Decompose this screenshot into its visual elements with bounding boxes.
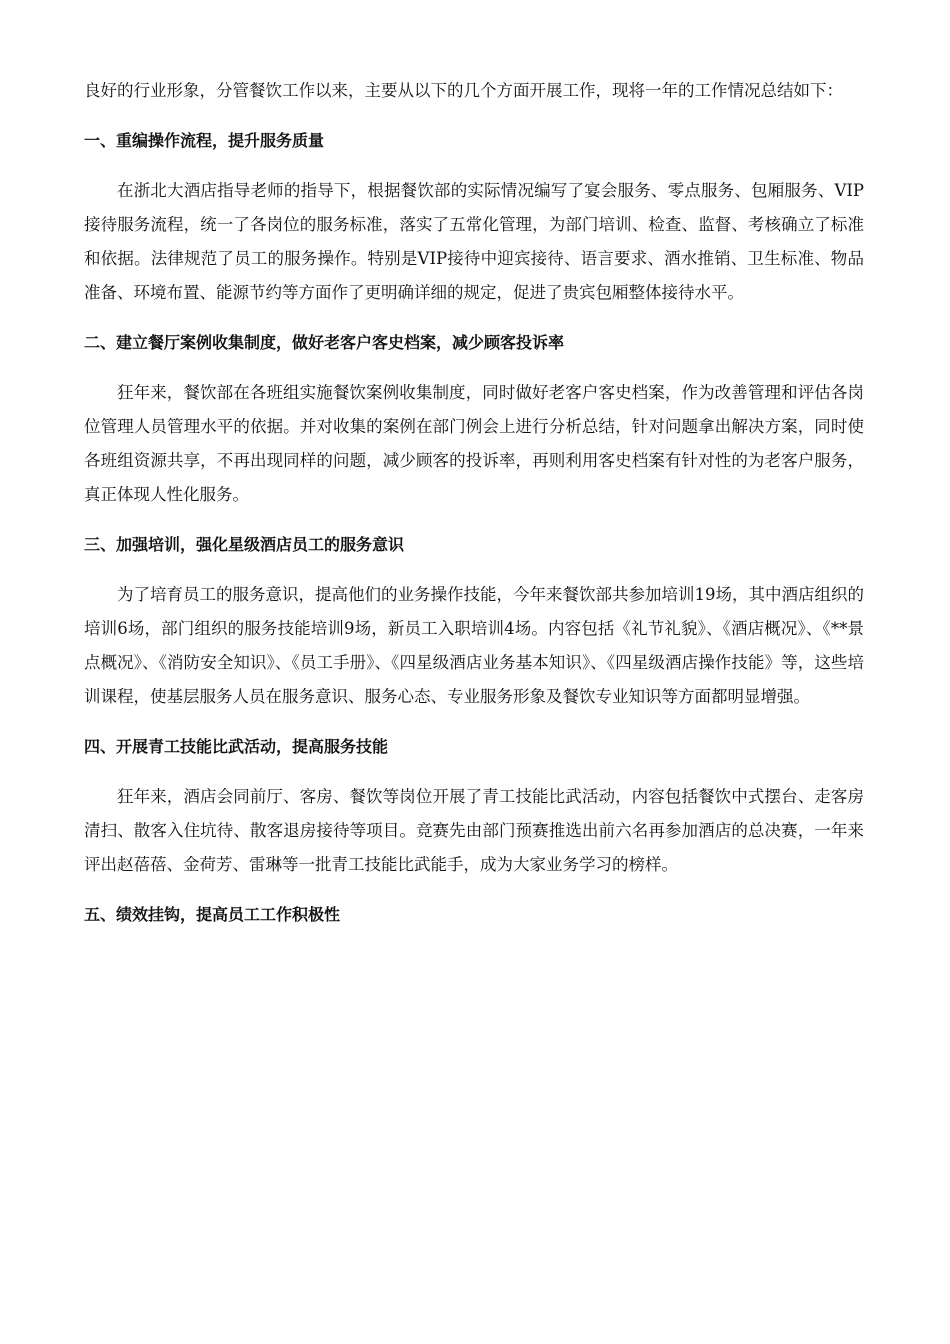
section-1-body: 在浙北大酒店指导老师的指导下，根据餐饮部的实际情况编写了宴会服务、零点服务、包厢服务、VIP接待服务流程，统一了各岗位的服务标准，落实了五常化管理，为部门培训、检查、监督、考核确立了标准和依据。法律规范了员工的服务操作。特别是VIP接待中迎宾接待、语言要求、酒水推销、卫生标准、物品准备、环境布置、能源节约等方面作了更明确详细的规定，促进了贵宾包厢整体接待水平。 (84, 181, 864, 302)
section-5-heading: 五、绩效挂钩，提高员工工作积极性 (84, 905, 341, 924)
section-4-body: 狂年来，酒店会同前厅、客房、餐饮等岗位开展了青工技能比武活动，内容包括餐饮中式摆台、走客房清扫、散客入住坑待、散客退房接待等项目。竞赛先由部门预赛推选出前六名再参加酒店的总决赛，一年来评出赵蓓蓓、金荷芳、雷琳等一批青工技能比武能手，成为大家业务学习的榜样。 (84, 787, 864, 874)
intro-paragraph: 良好的行业形象，分管餐饮工作以来，主要从以下的几个方面开展工作，现将一年的工作情况总结如下： (84, 81, 843, 100)
document-page (84, 74, 864, 932)
section-3-heading: 三、加强培训，强化星级酒店员工的服务意识 (84, 535, 405, 554)
section-1-heading: 一、重编操作流程，提升服务质量 (84, 131, 325, 150)
section-4-heading: 四、开展青工技能比武活动，提高服务技能 (84, 737, 389, 756)
section-3-body: 为了培育员工的服务意识，提高他们的业务操作技能，今年来餐饮部共参加培训19场，其中酒店组织的培训6场，部门组织的服务技能培训9场，新员工入职培训4场。内容包括《礼节礼貌》、《酒店概况》、《**景点概况》、《消防安全知识》、《员工手册》、《四星级酒店业务基本知识》、《四星级酒店操作技能》等，这些培训课程，使基层服务人员在服务意识、服务心态、专业服务形象及餐饮专业知识等方面都明显增强。 (84, 585, 864, 706)
section-2-body: 狂年来，餐饮部在各班组实施餐饮案例收集制度，同时做好老客户客史档案，作为改善管理和评估各岗位管理人员管理水平的依据。并对收集的案例在部门例会上进行分析总结，针对问题拿出解决方案，同时使各班组资源共享，不再出现同样的问题，减少顾客的投诉率，再则利用客史档案有针对性的为老客户服务，真正体现人性化服务。 (84, 383, 864, 504)
section-2-heading: 二、建立餐厅案例收集制度，做好老客户客史档案，减少顾客投诉率 (84, 333, 565, 352)
